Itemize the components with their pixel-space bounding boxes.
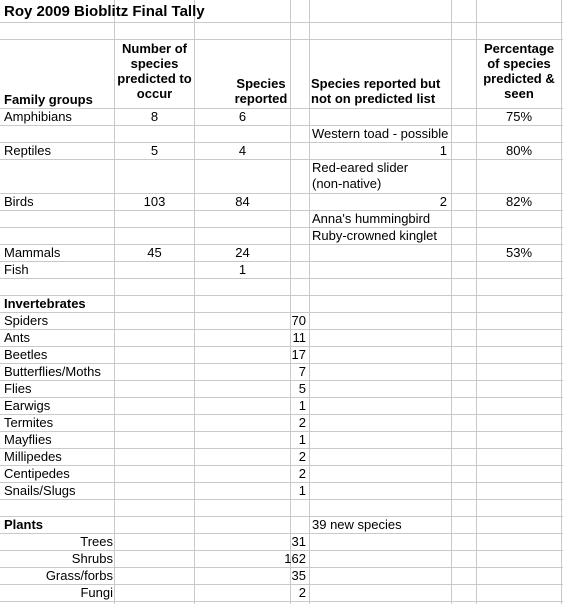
- invert-label: Snails/Slugs: [4, 483, 76, 498]
- reported-amphibians: 6: [238, 109, 247, 124]
- reported-fish: 1: [238, 262, 247, 277]
- invert-count: 2: [298, 415, 306, 430]
- invert-count: 1: [298, 432, 306, 447]
- note-annas-hummingbird: Anna's hummingbird: [312, 211, 431, 226]
- plant-label: Trees: [80, 534, 113, 549]
- invert-label: Spiders: [4, 313, 49, 328]
- header-family-groups: Family groups: [4, 92, 93, 107]
- invert-count: 7: [298, 364, 306, 379]
- invert-label: Ants: [4, 330, 31, 345]
- percentage-reptiles: 80%: [505, 143, 533, 158]
- gridline-horizontal: [0, 159, 563, 160]
- invert-label: Millipedes: [4, 449, 62, 464]
- plant-label: Shrubs: [71, 551, 113, 566]
- invert-count: 11: [292, 330, 306, 345]
- percentage-birds: 82%: [505, 194, 533, 209]
- gridline-vertical: [476, 0, 477, 604]
- gridline-horizontal: [0, 39, 563, 40]
- plant-count: 31: [291, 534, 306, 549]
- row-label-mammals: Mammals: [4, 245, 61, 260]
- invert-count: 70: [291, 313, 306, 328]
- gridline-vertical: [114, 0, 115, 604]
- invert-count: 2: [298, 449, 306, 464]
- plant-count: 162: [284, 551, 306, 566]
- header-number-predicted: Number of species predicted to occur: [117, 41, 192, 101]
- header-percentage: Percentage of species predicted & seen: [483, 41, 555, 101]
- invert-label: Mayflies: [4, 432, 52, 447]
- invert-label: Flies: [4, 381, 32, 396]
- header-species-reported: Species reported: [234, 76, 288, 106]
- gridline-horizontal: [0, 125, 563, 126]
- gridline-horizontal: [0, 22, 563, 23]
- row-label-amphibians: Amphibians: [4, 109, 72, 124]
- reported-mammals: 24: [235, 245, 250, 260]
- note-red-eared-slider: Red-eared slider: [312, 160, 409, 175]
- note-ruby-crowned-kinglet: Ruby-crowned kinglet: [312, 228, 438, 243]
- predicted-mammals: 45: [147, 245, 162, 260]
- gridline-horizontal: [0, 516, 563, 517]
- invert-count: 1: [298, 483, 306, 498]
- gridline-horizontal: [0, 499, 563, 500]
- row-label-fish: Fish: [4, 262, 29, 277]
- header-not-on-list: Species reported but not on predicted list: [311, 76, 441, 106]
- not-on-list-reptiles: 1: [439, 143, 447, 158]
- invert-count: 17: [291, 347, 306, 362]
- not-on-list-birds: 2: [439, 194, 447, 209]
- invert-count: 5: [298, 381, 306, 396]
- plant-count: 2: [298, 585, 306, 600]
- invert-label: Centipedes: [4, 466, 70, 481]
- plant-count: 35: [291, 568, 306, 583]
- invert-label: Butterflies/Moths: [4, 364, 101, 379]
- section-plants: Plants: [4, 517, 44, 532]
- predicted-birds: 103: [143, 194, 166, 209]
- invert-label: Termites: [4, 415, 54, 430]
- gridline-vertical: [309, 0, 310, 604]
- invert-count: 2: [298, 466, 306, 481]
- plant-label: Fungi: [80, 585, 113, 600]
- gridline-horizontal: [0, 210, 563, 211]
- note-new-species: 39 new species: [312, 517, 402, 532]
- percentage-amphibians: 75%: [505, 109, 533, 124]
- note-non-native: (non-native): [312, 176, 382, 191]
- invert-label: Earwigs: [4, 398, 51, 413]
- reported-reptiles: 4: [238, 143, 247, 158]
- row-label-reptiles: Reptiles: [4, 143, 51, 158]
- invert-label: Beetles: [4, 347, 48, 362]
- predicted-amphibians: 8: [150, 109, 159, 124]
- note-western-toad: Western toad - possible: [312, 126, 449, 141]
- gridline-horizontal: [0, 227, 563, 228]
- gridline-horizontal: [0, 601, 563, 602]
- row-label-birds: Birds: [4, 194, 34, 209]
- percentage-mammals: 53%: [505, 245, 533, 260]
- reported-birds: 84: [235, 194, 250, 209]
- gridline-horizontal: [0, 278, 563, 279]
- sheet-title: Roy 2009 Bioblitz Final Tally: [4, 3, 205, 20]
- section-invertebrates: Invertebrates: [4, 296, 86, 311]
- gridline-vertical: [194, 0, 195, 604]
- predicted-reptiles: 5: [150, 143, 159, 158]
- plant-label: Grass/forbs: [45, 568, 113, 583]
- gridline-vertical: [561, 0, 562, 604]
- invert-count: 1: [298, 398, 306, 413]
- gridline-vertical: [451, 0, 452, 604]
